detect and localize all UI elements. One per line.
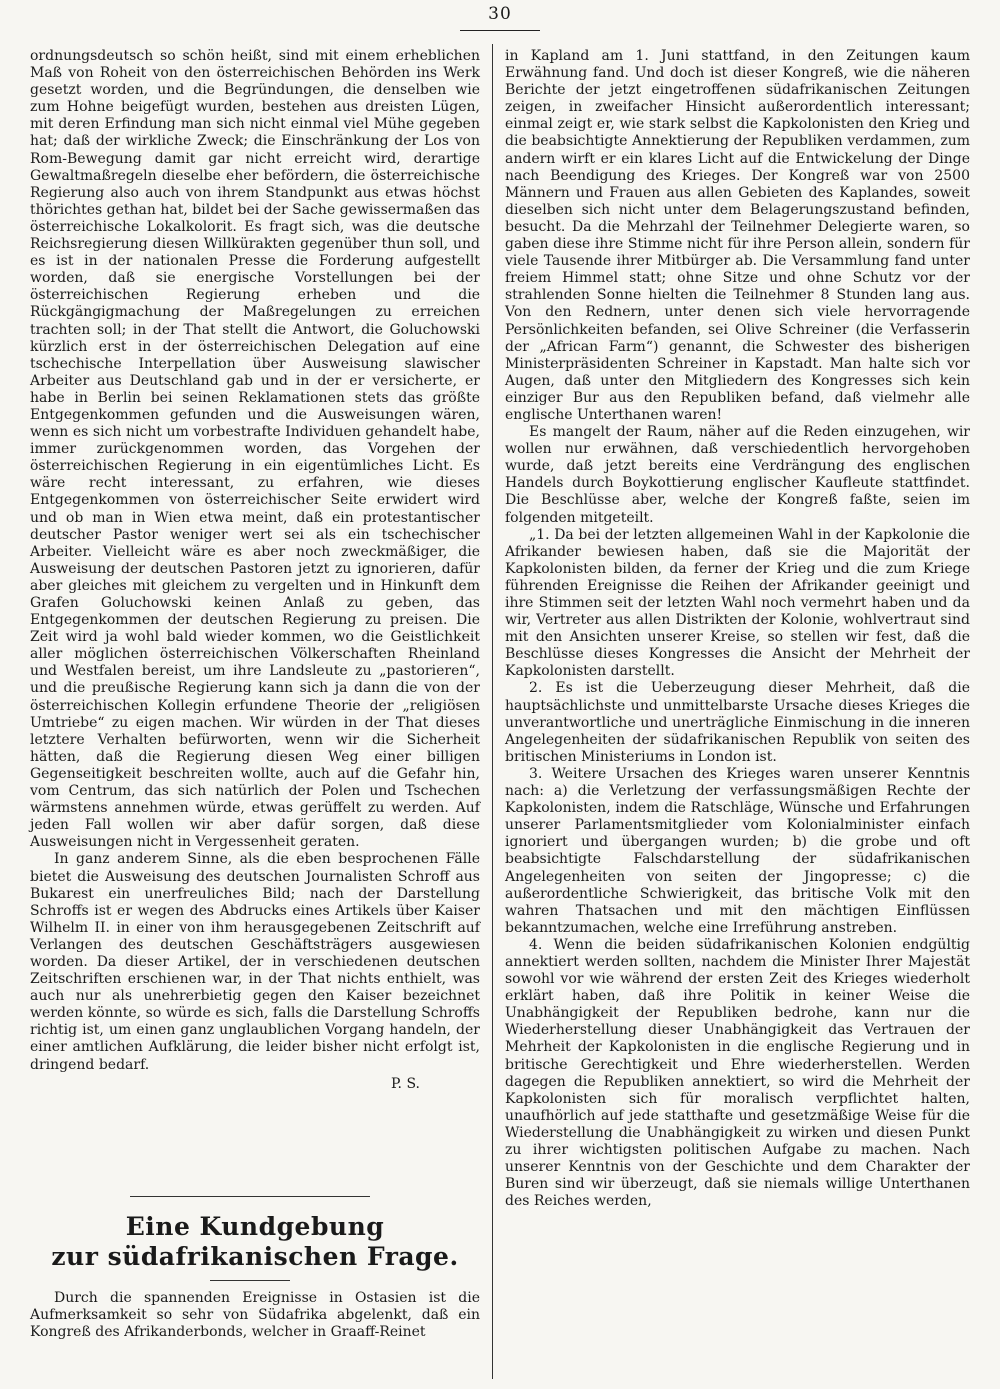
right-column [505,48,970,1210]
left-paragraph-1: ordnungsdeutsch so schön heißt, sind mit einem erheblichen Maß von Roheit von den österreichischen Behörden ins Werk gesetzt worden, und die Begründungen, die denselben wie zum Hohne beigefügt wurden, bestehen aus dreisten Lügen, mit deren Erfindung man sich nicht einmal viel Mühe gegeben hat; daß der wirkliche Zweck; die Einschränkung der Los von Rom-Bewegung damit gar nicht erreicht wird, derartige Gewaltmaßregeln dieselbe eher befördern, die österreichische Regierung also auch von ihrem Standpunkt aus etwas höchst thörichtes gethan hat, bildet bei der Sache gewissermaßen das österreichische Lokalkolorit. Es fragt sich, was die deutsche Reichsregierung diesen Willkürakten gegenüber thun soll, und es ist in der nationalen Presse die Forderung aufgestellt worden, daß sie energische Vorstellungen bei der österreichischen Regierung erheben und die Rückgängigmachung der Maßregelungen zu erreichen trachten soll; in der That stellt die Antwort, die Goluchowski kürzlich erst in der österreichischen Delegation auf eine tschechische Interpellation über Ausweisung slawischer Arbeiter aus Deutschland gab und in der er versicherte, er habe in Berlin bei seinen Reklamationen stets das größte Entgegenkommen gefunden und die Ausweisungen wären, wenn es sich nicht um vorbestrafte Individuen gehandelt habe, immer zurückgenommen worden, das Vorgehen der österreichischen Regierung in ein eigentümliches Licht. Es wäre recht interessant, zu erfahren, wie dieses Entgegenkommen von österreichischer Seite erwidert wird und ob man in Wien etwa meint, daß ein protestantischer deutscher Pastor weniger wert sei als ein tschechischer Arbeiter. Vielleicht wäre es aber noch zweckmäßiger, die Ausweisung der deutschen Pastoren jetzt zu ignorieren, dafür aber gleiches mit gleichem zu vergelten und in Hinkunft dem Grafen Goluchowski keinen Anlaß zu geben, das Entgegenkommen der deutschen Regierung zu preisen. Die Zeit wird ja wohl bald wieder kommen, wo die Geistlichkeit aller möglichen österreichischen Völkerschaften Rheinland und Westfalen bereist, um ihre Landsleute zu „pastorieren“, und die preußische Regierung kann sich ja dann die von der österreichischen Kollegin erfundene Theorie der „religiösen Umtriebe“ zu eigen machen. Wir würden in der That dieses letztere Verhalten befürworten, wenn wir die Sicherheit hätten, daß die Regierung diesen Weg einer billigen Gegenseitigkeit beschreiten wollte, auch auf die Gefahr hin, vom Centrum, das sich natürlich der Polen und Tschechen wärmstens annehmen würde, etwas gerüffelt zu werden. Auf jeden Fall wollen wir aber dafür sorgen, daß diese Ausweisungen nicht in Vergessenheit geraten. [30,48,480,851]
right-paragraph-4: 2. Es ist die Ueberzeugung dieser Mehrheit, daß die hauptsächlichste und unmittelbarste Ursache dieses Krieges die unverantwortliche und unerträgliche Einmischung in die inneren Angelegenheiten der südafrikanischen Republik von seiten des britischen Ministeriums in London ist. [505,680,970,765]
right-paragraph-5: 3. Weitere Ursachen des Krieges waren unserer Kenntnis nach: a) die Verletzung der verfassungsmäßigen Rechte der Kapkolonisten, indem die Ratschläge, Wünsche und Erfahrungen unserer Parlamentsmitglieder vom Kolonialminister einfach ignoriert und übergangen wurden; b) die grobe und oft beabsichtigte Falschdarstellung der südafrikanischen Angelegenheiten von seiten der Jingopresse; c) die außerordentliche Schwierigkeit, das britische Volk mit den wahren Thatsachen und mit den mächtigen Einflüssen bekanntzumachen, welche eine Irreführung anstreben. [505,765,970,936]
section-heading-line-1: Eine Kundgebung [125,1212,385,1241]
heading-rule [210,1280,290,1281]
section-rule [130,1196,370,1197]
right-paragraph-3: „1. Da bei der letzten allgemeinen Wahl in der Kapkolonie die Afrikander bewiesen haben, daß sie die Majorität der Kapkolonisten bilden, da ferner der Krieg und die zum Kriege führenden Ereignisse die Reihen der Afrikander geeinigt und ihre Stimmen seit der letzten Wahl noch vermehrt haben und da wir, Vertreter aus allen Distrikten der Kolonie, wohlvertraut sind mit den Ansichten unserer Kreise, so stellen wir fest, daß die Beschlüsse dieses Kongresses die Ansicht der Mehrheit der Kapkolonisten darstellt. [505,526,970,680]
left-column [30,48,480,1093]
right-paragraph-1: in Kapland am 1. Juni stattfand, in den Zeitungen kaum Erwähnung fand. Und doch ist dieser Kongreß, wie die näheren Berichte der jetzt eingetroffenen südafrikanischen Zeitungen zeigen, in zweifacher Hinsicht außerordentlich interessant; einmal zeigt er, wie stark selbst die Kapkolonisten den Krieg und die beabsichtigte Annektierung der Republiken verdammen, zum andern wirft er ein klares Licht auf die Entwickelung der Dinge nach Beendigung des Krieges. Der Kongreß war von 2500 Männern und Frauen aus allen Gebieten des Kaplandes, soweit dieselben sich nicht unter dem Belagerungszustand befinden, besucht. Da die Mehrzahl der Teilnehmer Delegierte waren, so gaben diese ihre Stimme nicht für ihre Person allein, sondern für viele Tausende ihrer Mitbürger ab. Die Versammlung fand unter freiem Himmel statt; ohne Sitze und ohne Schutz vor der strahlenden Sonne hielten die Teilnehmer 8 Stunden lang aus. Von den Rednern, unter denen sich viele hervorragende Persönlichkeiten befanden, sei Olive Schreiner (die Verfasserin der „African Farm“) genannt, die Schwester des bisherigen Ministerpräsidenten Schreiner in Kapstadt. Man halte sich vor Augen, daß unter den Mitgliedern des Kongresses sich kein einziger Bur aus den Republiken befand, daß vielmehr alle englische Unterthanen waren! [505,48,970,423]
right-paragraph-6: 4. Wenn die beiden südafrikanischen Kolonien endgültig annektiert werden sollten, nachdem die Minister Ihrer Majestät sowohl vor wie während der ersten Zeit des Krieges wiederholt erklärt haben, daß ihre Politik in keiner Weise die Unabhängigkeit der Republiken bedrohe, kann nur die Wiederherstellung dieser Unabhängigkeit das Vertrauen der Mehrheit der Kapkolonisten in die englische Regierung und in britische Gerechtigkeit und Ehre wiederherstellen. Werden dagegen die Republiken annektiert, so wird die Mehrheit der Kapkolonisten sich für moralisch verpflichtet halten, unaufhörlich auf jede statthafte und gesetzmäßige Weise für die Wiederstellung die Unabhängigkeit zu wirken und diesen Punkt zu ihrer wichtigsten politischen Aufgabe zu machen. Nach unserer Kenntnis von der Geschichte und dem Charakter der Buren sind wir überzeugt, daß sie niemals willige Unterthanen des Reiches werden, [505,936,970,1210]
header-rule [460,30,540,31]
left-bottom-paragraph: Durch die spannenden Ereignisse in Ostasien ist die Aufmerksamkeit so sehr von Südafrika abgelenkt, daß ein Kongreß des Afrikanderbonds, welcher in Graaff-Reinet [30,1290,480,1341]
signature: P. S. [390,1075,420,1092]
column-divider [492,44,493,1379]
page-number: 30 [488,4,512,24]
left-paragraph-2: In ganz anderem Sinne, als die eben besprochenen Fälle bietet die Ausweisung des deutschen Journalisten Schroff aus Bukarest ein unerfreuliches Bild; nach der Darstellung Schroffs ist er wegen des Abdrucks eines Artikels über Kaiser Wilhelm II. in einer von ihm herausgegebenen Zeitschrift auf Verlangen des deutschen Geschäftsträgers ausgewiesen worden. Da dieser Artikel, der in verschiedenen deutschen Zeitschriften erschienen war, in der That nichts enthielt, was auch nur als unehrerbietig gegen den Kaiser bezeichnet werden könnte, so würde es sich, falls die Darstellung Schroffs richtig ist, um einen ganz unglaublichen Vorgang handeln, der einer amtlichen Aufklärung, die leider bisher nicht erfolgt ist, dringend bedarf. [30,851,480,1073]
right-paragraph-2: Es mangelt der Raum, näher auf die Reden einzugehen, wir wollen nur erwähnen, daß verschiedentlich hervorgehoben wurde, daß jetzt bereits eine Verdrängung des englischen Handels durch Boykottierung englischer Kaufleute stattfindet. Die Beschlüsse aber, welche der Kongreß faßte, seien im folgenden mitgeteilt. [505,424,970,526]
section-heading-line-2: zur südafrikanischen Frage. [51,1242,459,1271]
left-column-bottom [30,1290,480,1341]
section-heading [30,1212,480,1272]
